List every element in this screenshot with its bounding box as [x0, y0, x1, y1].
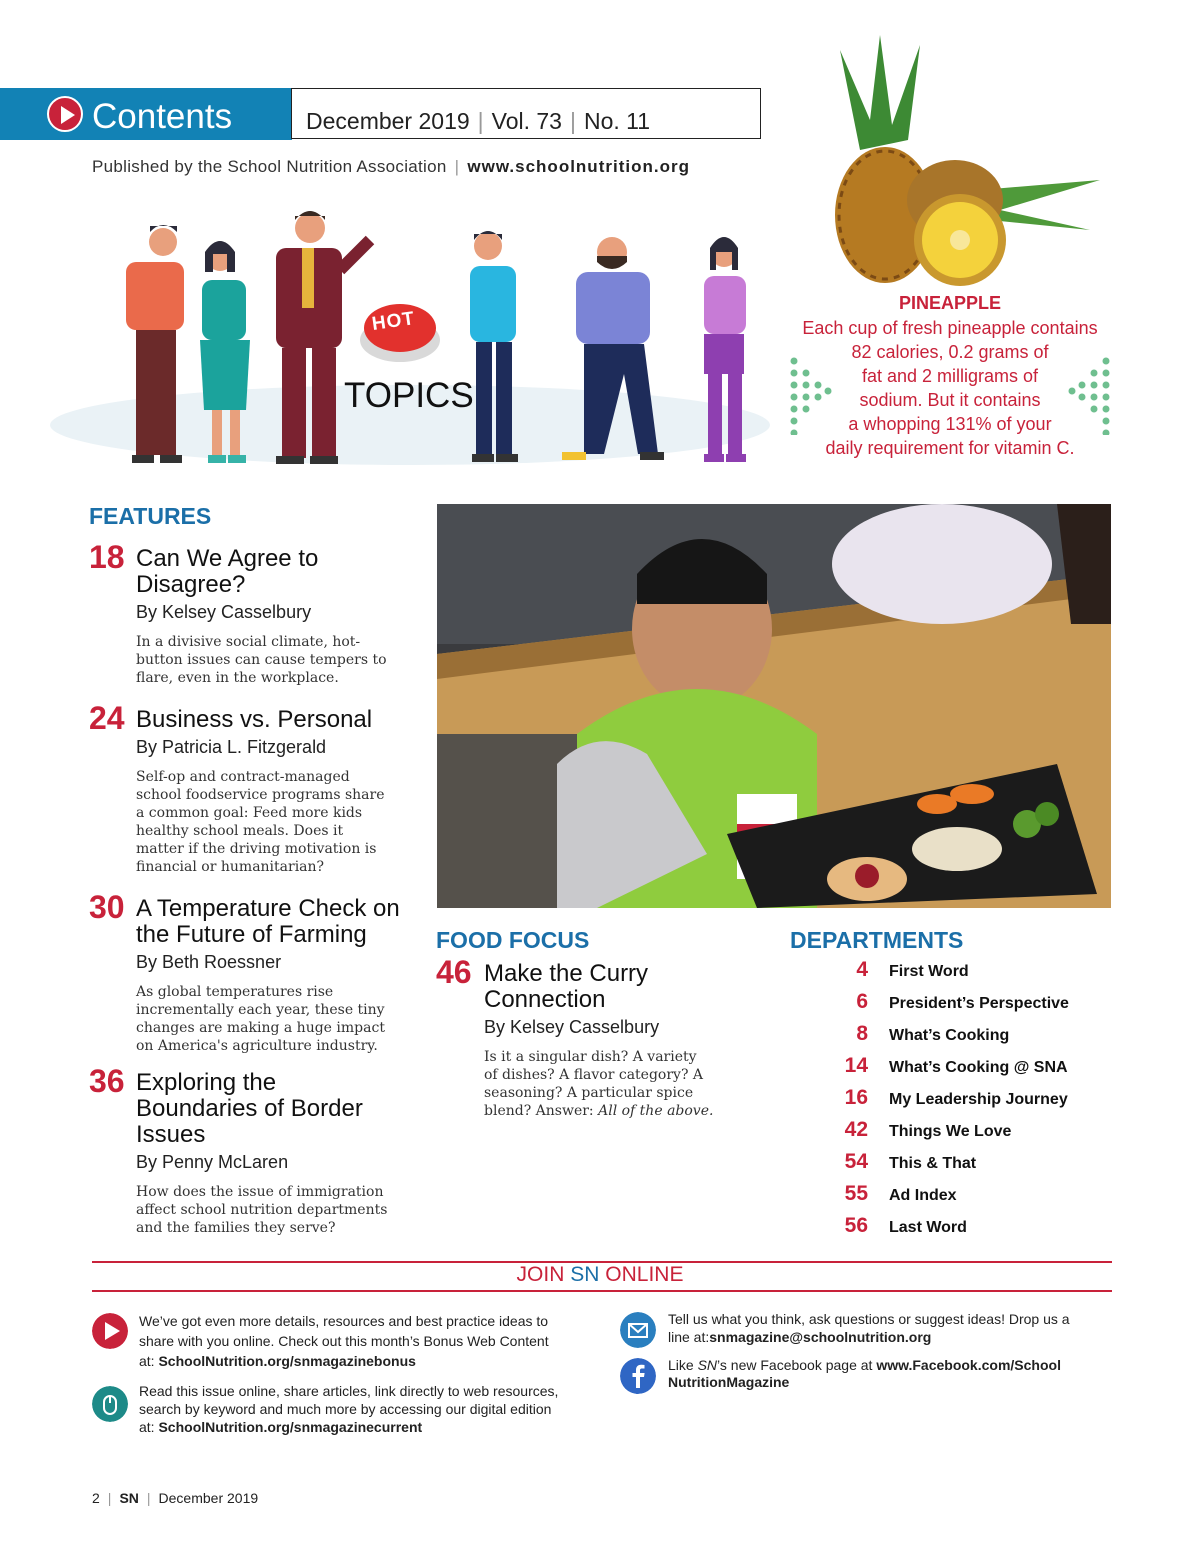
footer-magazine: SN — [119, 1490, 139, 1506]
department-page: 56 — [844, 1214, 868, 1237]
departments-list — [828, 958, 1118, 1246]
play-icon[interactable] — [92, 1313, 128, 1349]
desc-line: matter if the driving motivation is — [136, 841, 377, 857]
desc-line: As global temperatures rise — [136, 984, 334, 1000]
digital-edition-text — [139, 1382, 589, 1436]
desc-line: of dishes? A flavor category? A — [484, 1067, 704, 1083]
department-item[interactable] — [828, 1118, 1118, 1150]
pineapple-line: Each cup of fresh pineapple contains — [802, 318, 1098, 338]
department-label: First Word — [889, 963, 969, 980]
decorative-dots-left — [788, 355, 832, 435]
desc-line: school foodservice programs share — [136, 787, 385, 803]
desc-italic: All of the above. — [598, 1103, 714, 1119]
topics-label: TOPICS — [344, 376, 474, 415]
digital-prefix: at: — [139, 1419, 159, 1435]
feature-description — [136, 983, 431, 1055]
department-item[interactable] — [828, 1086, 1118, 1118]
feature-author: By Kelsey Casselbury — [136, 602, 312, 622]
department-label: What’s Cooking — [889, 1027, 1010, 1044]
email-icon[interactable] — [620, 1312, 656, 1348]
bonus-line: We’ve got even more details, resources and best practice ideas to — [139, 1313, 549, 1329]
bonus-line: share with you online. Check out this month’s Bonus Web Content — [139, 1333, 549, 1349]
feature-title-line: Can We Agree to — [136, 545, 319, 572]
desc-line: a common goal: Feed more kids — [136, 805, 363, 821]
join-word: JOIN — [516, 1263, 565, 1286]
join-sn: SN — [570, 1263, 600, 1286]
food-focus-author: By Kelsey Casselbury — [484, 1017, 660, 1037]
feature-author: By Beth Roessner — [136, 952, 282, 972]
pineapple-line: daily requirement for vitamin C. — [825, 438, 1075, 458]
department-label: This & That — [889, 1155, 977, 1172]
departments-heading: DEPARTMENTS — [790, 927, 964, 953]
digital-line — [139, 1418, 589, 1436]
join-word: ONLINE — [605, 1263, 684, 1286]
department-page: 42 — [844, 1118, 868, 1141]
bonus-prefix: at: — [139, 1353, 159, 1369]
play-icon — [47, 96, 83, 132]
pineapple-line: a whopping 131% of your — [848, 414, 1052, 434]
desc-line: Is it a singular dish? A variety — [484, 1049, 697, 1065]
desc-line: incrementally each year, these tiny — [136, 1002, 385, 1018]
facebook-line — [668, 1374, 1108, 1391]
department-item[interactable] — [828, 1054, 1118, 1086]
feature-page-number: 36 — [89, 1063, 125, 1099]
pineapple-line: fat and 2 milligrams of — [861, 366, 1039, 386]
issue-info: December 2019 | Vol. 73 | No. 11 — [306, 108, 651, 134]
feature-title-line: Exploring the — [136, 1069, 277, 1096]
feature-article[interactable] — [136, 896, 431, 1055]
desc-line — [484, 1102, 784, 1120]
digital-line: search by keyword and much more by accessing our digital edition — [139, 1401, 552, 1417]
feature-description — [136, 768, 426, 876]
features-heading: FEATURES — [89, 503, 212, 529]
feature-article[interactable] — [136, 546, 426, 687]
department-item[interactable] — [828, 1214, 1118, 1246]
feature-author: By Penny McLaren — [136, 1152, 289, 1172]
publisher-line: Published by the School Nutrition Association | www.schoolnutrition.org — [92, 157, 690, 176]
feature-title-line: the Future of Farming — [136, 921, 367, 948]
pineapple-image — [800, 30, 1110, 290]
fb-mid: ’s new Facebook page at — [717, 1357, 877, 1373]
email-prefix: line at: — [668, 1329, 710, 1345]
department-label: What’s Cooking @ SNA — [889, 1059, 1068, 1076]
pineapple-line: sodium. But it contains — [859, 390, 1041, 410]
feature-article[interactable] — [136, 1070, 426, 1237]
feature-title-line: Disagree? — [136, 571, 246, 598]
pineapple-title: PINEAPPLE — [898, 293, 1002, 313]
department-label: Things We Love — [889, 1123, 1012, 1140]
facebook-icon[interactable] — [620, 1358, 656, 1394]
food-focus-article[interactable] — [484, 961, 784, 1120]
issue-number: No. 11 — [583, 108, 651, 134]
join-banner — [0, 1263, 1200, 1287]
feature-title-line: Issues — [136, 1121, 206, 1148]
department-page: 14 — [844, 1054, 868, 1077]
feature-description — [136, 1183, 426, 1237]
hot-topics-illustration — [40, 200, 780, 475]
department-label: Last Word — [889, 1219, 967, 1236]
feature-page-number: 30 — [89, 889, 125, 925]
desc-line: In a divisive social climate, hot- — [136, 634, 361, 650]
desc-line: financial or humanitarian? — [136, 859, 325, 875]
department-page: 55 — [844, 1182, 868, 1205]
food-focus-title-line: Make the Curry — [484, 960, 649, 987]
facebook-link[interactable]: NutritionMagazine — [668, 1374, 790, 1390]
food-focus-heading: FOOD FOCUS — [436, 927, 590, 953]
department-page: 54 — [844, 1150, 868, 1173]
page-footer: 2 | SN | December 2019 — [92, 1490, 259, 1506]
footer-page-number: 2 — [92, 1490, 100, 1506]
page-title: Contents — [92, 97, 233, 136]
department-item[interactable] — [828, 990, 1118, 1022]
feature-author: By Patricia L. Fitzgerald — [136, 737, 327, 757]
decorative-dots-right — [1068, 355, 1112, 435]
desc-line: button issues can cause tempers to — [136, 652, 387, 668]
email-line: Tell us what you think, ask questions or suggest ideas! Drop us a — [668, 1311, 1070, 1327]
food-focus-page-number: 46 — [436, 954, 472, 990]
mouse-icon[interactable] — [92, 1386, 128, 1422]
feature-title-line: A Temperature Check on — [136, 895, 400, 922]
facebook-line — [668, 1357, 1108, 1374]
fb-sn: SN — [697, 1357, 718, 1373]
desc-line: changes are making a huge impact — [136, 1020, 385, 1036]
pineapple-text — [790, 316, 1110, 460]
feature-page-number: 24 — [89, 700, 125, 736]
desc-text: blend? Answer: — [484, 1103, 599, 1119]
bonus-link[interactable]: SchoolNutrition.org/snmagazinebonus — [158, 1353, 416, 1369]
department-page: 8 — [856, 1022, 868, 1045]
desc-line: flare, even in the workplace. — [136, 670, 339, 686]
email-text — [668, 1310, 1108, 1346]
email-line — [668, 1328, 1108, 1346]
facebook-text — [668, 1357, 1108, 1391]
food-focus-title-line: Connection — [484, 986, 606, 1013]
feature-description — [136, 633, 426, 687]
facebook-link[interactable]: www.Facebook.com/School — [876, 1357, 1061, 1373]
desc-line: affect school nutrition departments — [136, 1202, 388, 1218]
digital-line: Read this issue online, share articles, link directly to web resources, — [139, 1383, 559, 1399]
department-label: President’s Perspective — [889, 995, 1069, 1012]
bonus-line — [139, 1351, 589, 1371]
food-focus-description — [484, 1048, 784, 1120]
department-item[interactable] — [828, 1150, 1118, 1182]
desc-line: on America's agriculture industry. — [136, 1038, 378, 1054]
bonus-content-text — [139, 1311, 589, 1371]
feature-title-line: Boundaries of Border — [136, 1095, 363, 1122]
desc-line: Self-op and contract-managed — [136, 769, 350, 785]
department-item[interactable] — [828, 1182, 1118, 1214]
desc-line: seasoning? A particular spice — [484, 1085, 694, 1101]
email-link[interactable]: snmagazine@schoolnutrition.org — [709, 1329, 932, 1345]
website-link[interactable]: www.schoolnutrition.org — [467, 157, 690, 176]
department-page: 6 — [856, 990, 868, 1013]
digital-link[interactable]: SchoolNutrition.org/snmagazinecurrent — [158, 1419, 423, 1435]
department-label: My Leadership Journey — [889, 1091, 1068, 1108]
feature-title-line: Business vs. Personal — [136, 706, 373, 733]
fb-prefix: Like — [668, 1357, 698, 1373]
department-page: 16 — [844, 1086, 868, 1109]
publisher: Published by the School Nutrition Association — [92, 157, 447, 176]
hot-button-label: HOT — [370, 308, 417, 335]
issue-date: December 2019 — [306, 108, 470, 134]
feature-article[interactable] — [136, 707, 426, 876]
department-item[interactable] — [828, 1022, 1118, 1054]
department-item[interactable] — [828, 958, 1118, 990]
feature-page-number: 18 — [89, 539, 125, 575]
child-eating-photo — [437, 504, 1111, 908]
department-label: Ad Index — [889, 1187, 957, 1204]
issue-volume: Vol. 73 — [491, 108, 562, 134]
desc-line: and the families they serve? — [136, 1220, 336, 1236]
desc-line: healthy school meals. Does it — [136, 823, 344, 839]
pineapple-line: 82 calories, 0.2 grams of — [851, 342, 1049, 362]
department-page: 4 — [856, 958, 868, 981]
footer-date: December 2019 — [158, 1490, 259, 1506]
desc-line: How does the issue of immigration — [136, 1184, 384, 1200]
divider — [92, 1290, 1112, 1292]
